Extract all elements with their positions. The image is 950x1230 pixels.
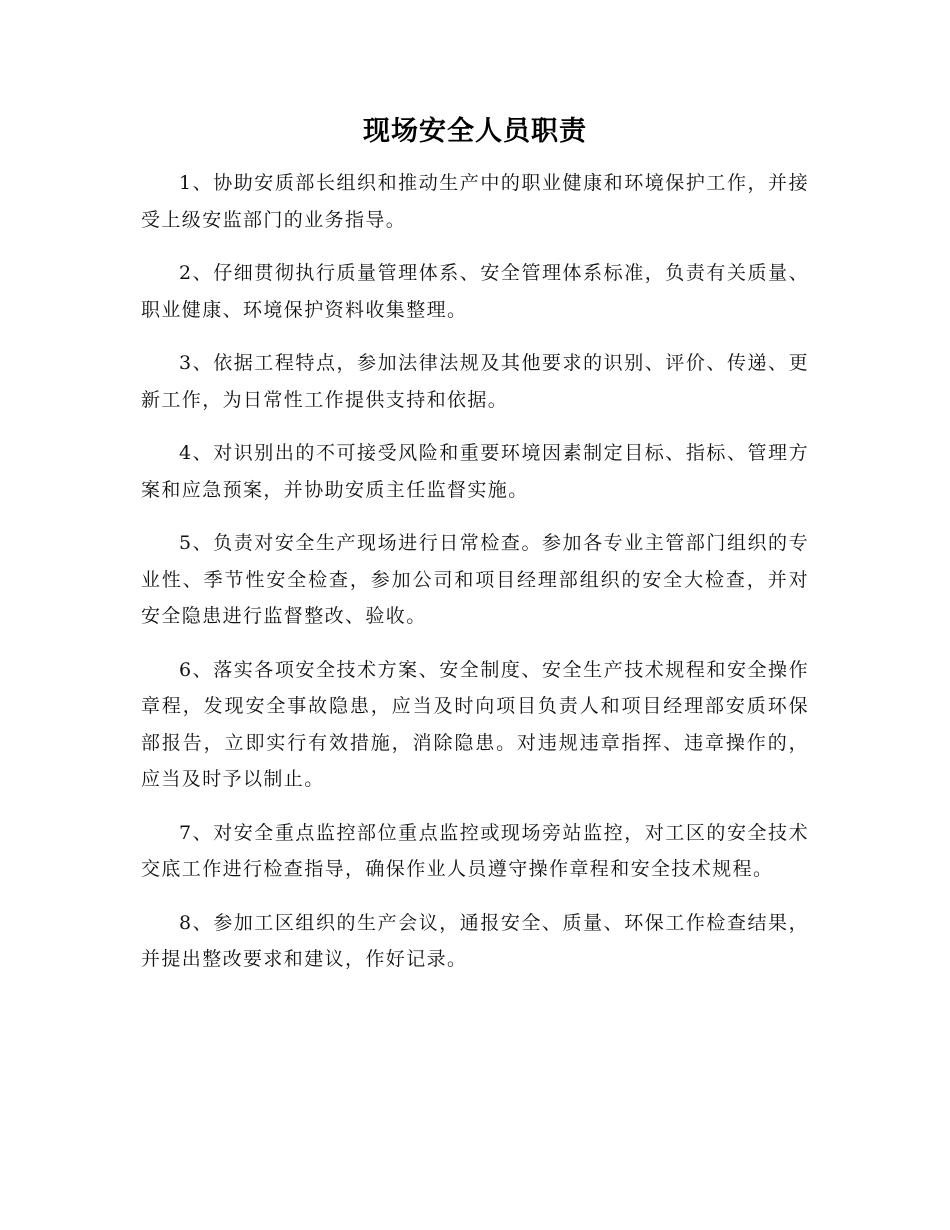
paragraph-8: 8、参加工区组织的生产会议，通报安全、质量、环保工作检查结果，并提出整改要求和建议，作好记录。	[141, 911, 809, 970]
paragraph-5: 5、负责对安全生产现场进行日常检查。参加各专业主管部门组织的专业性、季节性安全检查，参加公司和项目经理部组织的安全大检查，并对安全隐患进行监督整改、验收。	[141, 532, 809, 627]
paragraph-2: 2、仔细贯彻执行质量管理体系、安全管理体系标准，负责有关质量、职业健康、环境保护资料收集整理。	[141, 262, 809, 321]
paragraph-4: 4、对识别出的不可接受风险和重要环境因素制定目标、指标、管理方案和应急预案，并协助安质主任监督实施。	[141, 442, 809, 501]
paragraph-1: 1、协助安质部长组织和推动生产中的职业健康和环境保护工作，并接受上级安监部门的业务指导。	[141, 172, 809, 231]
document-title: 现场安全人员职责	[363, 116, 587, 147]
document-body	[141, 165, 809, 995]
paragraph-3: 3、依据工程特点，参加法律法规及其他要求的识别、评价、传递、更新工作，为日常性工作提供支持和依据。	[141, 352, 809, 411]
paragraph-7: 7、对安全重点监控部位重点监控或现场旁站监控，对工区的安全技术交底工作进行检查指导，确保作业人员遵守操作章程和安全技术规程。	[141, 821, 809, 880]
paragraph-6: 6、落实各项安全技术方案、安全制度、安全生产技术规程和安全操作章程，发现安全事故隐患，应当及时向项目负责人和项目经理部安质环保部报告，立即实行有效措施，消除隐患。对违规违章指挥、违章操作的，应当及时予以制止。	[141, 658, 809, 790]
